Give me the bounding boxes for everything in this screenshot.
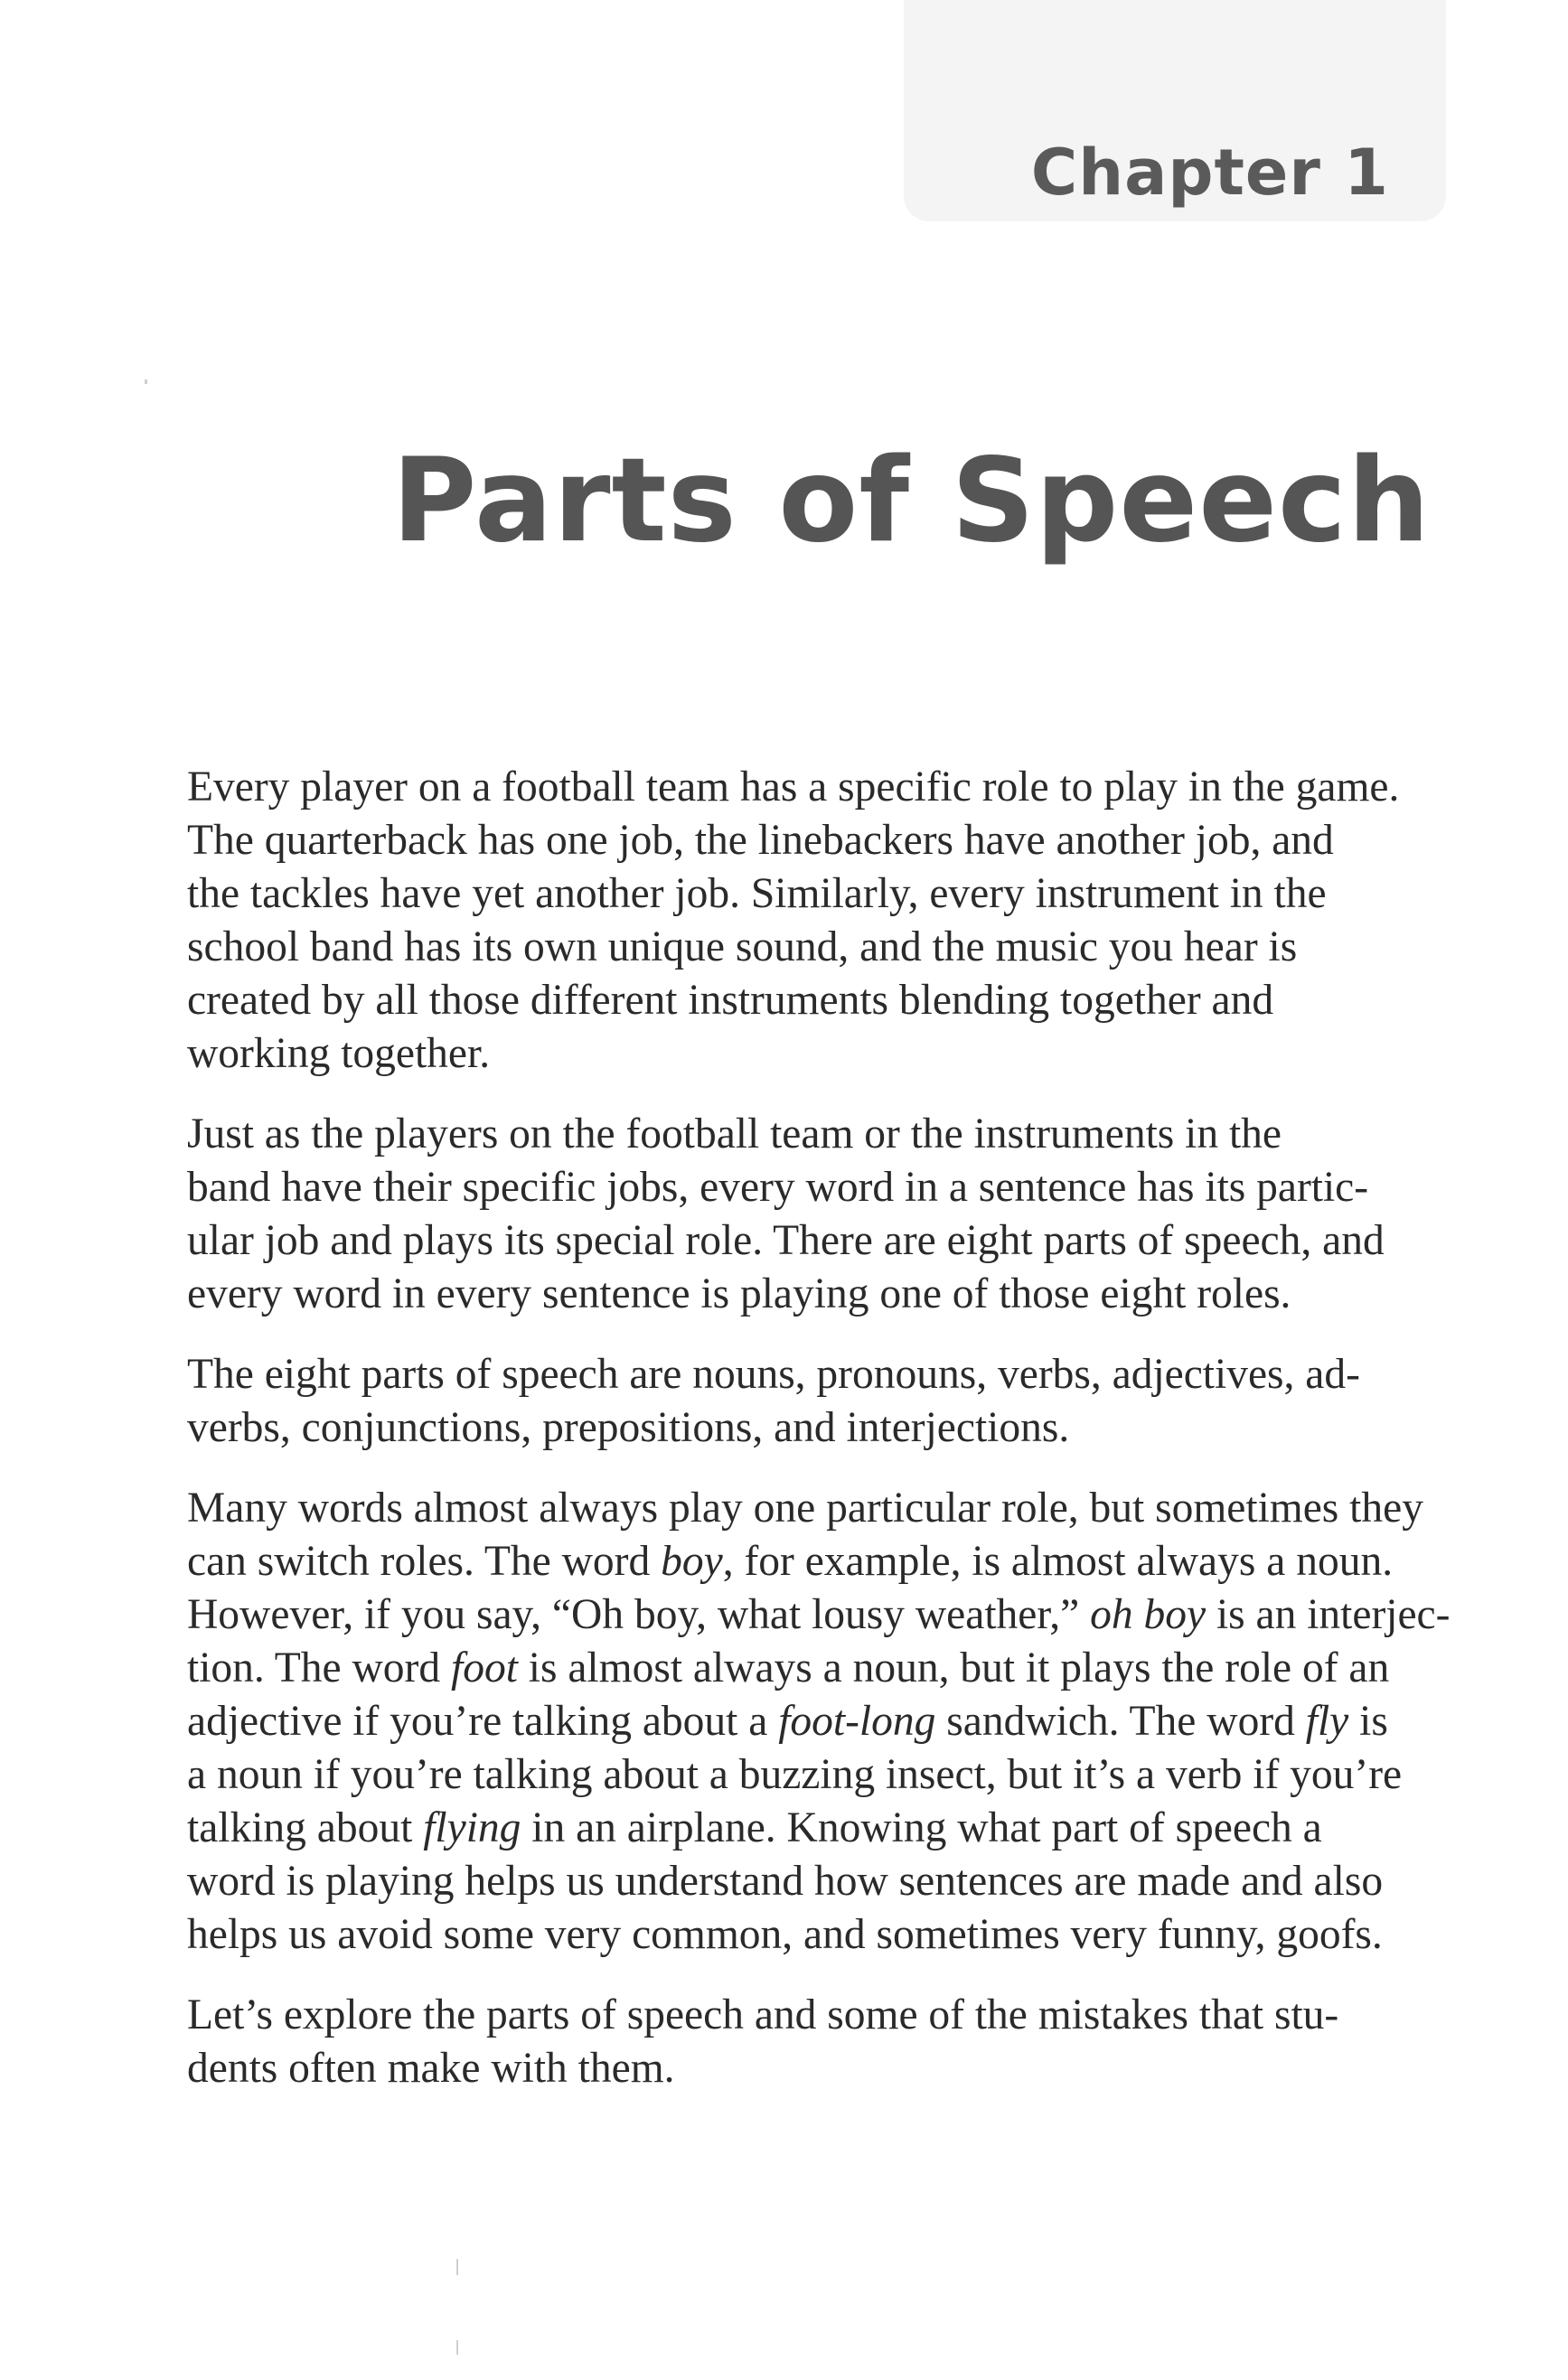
text-line: verbs, conjunctions, prepositions, and interjections. (187, 1404, 1070, 1451)
text-line: every word in every sentence is playing one of those eight roles. (187, 1270, 1291, 1317)
text-run: , for example, is almost always a noun. (722, 1538, 1394, 1585)
paragraph-2 (187, 1108, 1448, 1321)
italic-term: foot-long (778, 1698, 936, 1745)
text-line: a noun if you’re talking about a buzzing insect, but it’s a verb if you’re (187, 1751, 1403, 1798)
text-line: created by all those different instruments blending together and (187, 977, 1274, 1024)
text-run: However, if you say, “Oh boy, what lousy weather,” (187, 1591, 1091, 1638)
text-run: sandwich. The word (935, 1698, 1306, 1745)
scan-speck (456, 2259, 458, 2275)
text-line: ular job and plays its special role. There are eight parts of speech, and (187, 1217, 1385, 1264)
text-line: Just as the players on the football team or the instruments in the (187, 1110, 1282, 1157)
text-line: word is playing helps us understand how sentences are made and also (187, 1858, 1384, 1905)
text-line: school band has its own unique sound, and the music you hear is (187, 923, 1298, 970)
text-line (187, 1802, 1448, 1855)
text-run: is an interjec- (1206, 1591, 1451, 1638)
chapter-title: Parts of Speech (391, 434, 1431, 568)
text-line: The quarterback has one job, the linebackers have another job, and (187, 817, 1334, 864)
text-run: in an airplane. Knowing what part of speech a (521, 1804, 1322, 1851)
text-line: working together. (187, 1030, 491, 1077)
text-run: is almost always a noun, but it plays the role of an (517, 1644, 1390, 1691)
scan-speck (456, 2340, 458, 2355)
text-line (187, 1535, 1448, 1588)
italic-term: oh boy (1090, 1591, 1207, 1638)
text-line: band have their specific jobs, every word in a sentence has its partic- (187, 1164, 1369, 1211)
text-line: the tackles have yet another job. Similarly, every instrument in the (187, 870, 1327, 917)
paragraph-4 (187, 1482, 1451, 1962)
text-line: helps us avoid some very common, and sometimes very funny, goofs. (187, 1911, 1383, 1958)
text-run: tion. The word (187, 1644, 452, 1691)
paragraph-5 (187, 1989, 1448, 2095)
text-line: dents often make with them. (187, 2045, 675, 2092)
italic-term: boy (661, 1538, 723, 1585)
text-line: Every player on a football team has a specific role to play in the game. (187, 764, 1400, 811)
text-line: Many words almost always play one particular role, but sometimes they (187, 1485, 1423, 1532)
text-line: The eight parts of speech are nouns, pronouns, verbs, adjectives, ad- (187, 1351, 1360, 1398)
text-line (187, 1588, 1451, 1642)
italic-term: fly (1305, 1698, 1349, 1745)
paragraph-1 (187, 761, 1448, 1081)
text-line: Let’s explore the parts of speech and some of the mistakes that stu- (187, 1991, 1339, 2038)
text-run: adjective if you’re talking about a (187, 1698, 779, 1745)
text-run: is (1348, 1698, 1388, 1745)
text-line (187, 1642, 1448, 1695)
italic-term: flying (423, 1804, 521, 1851)
body-text (187, 761, 1451, 2122)
text-run: can switch roles. The word (187, 1538, 662, 1585)
text-run: talking about (187, 1804, 424, 1851)
scan-speck (145, 379, 147, 384)
text-line (187, 1695, 1448, 1748)
italic-term: foot (451, 1644, 518, 1691)
chapter-label: Chapter 1 (1030, 136, 1389, 210)
paragraph-3 (187, 1348, 1448, 1455)
